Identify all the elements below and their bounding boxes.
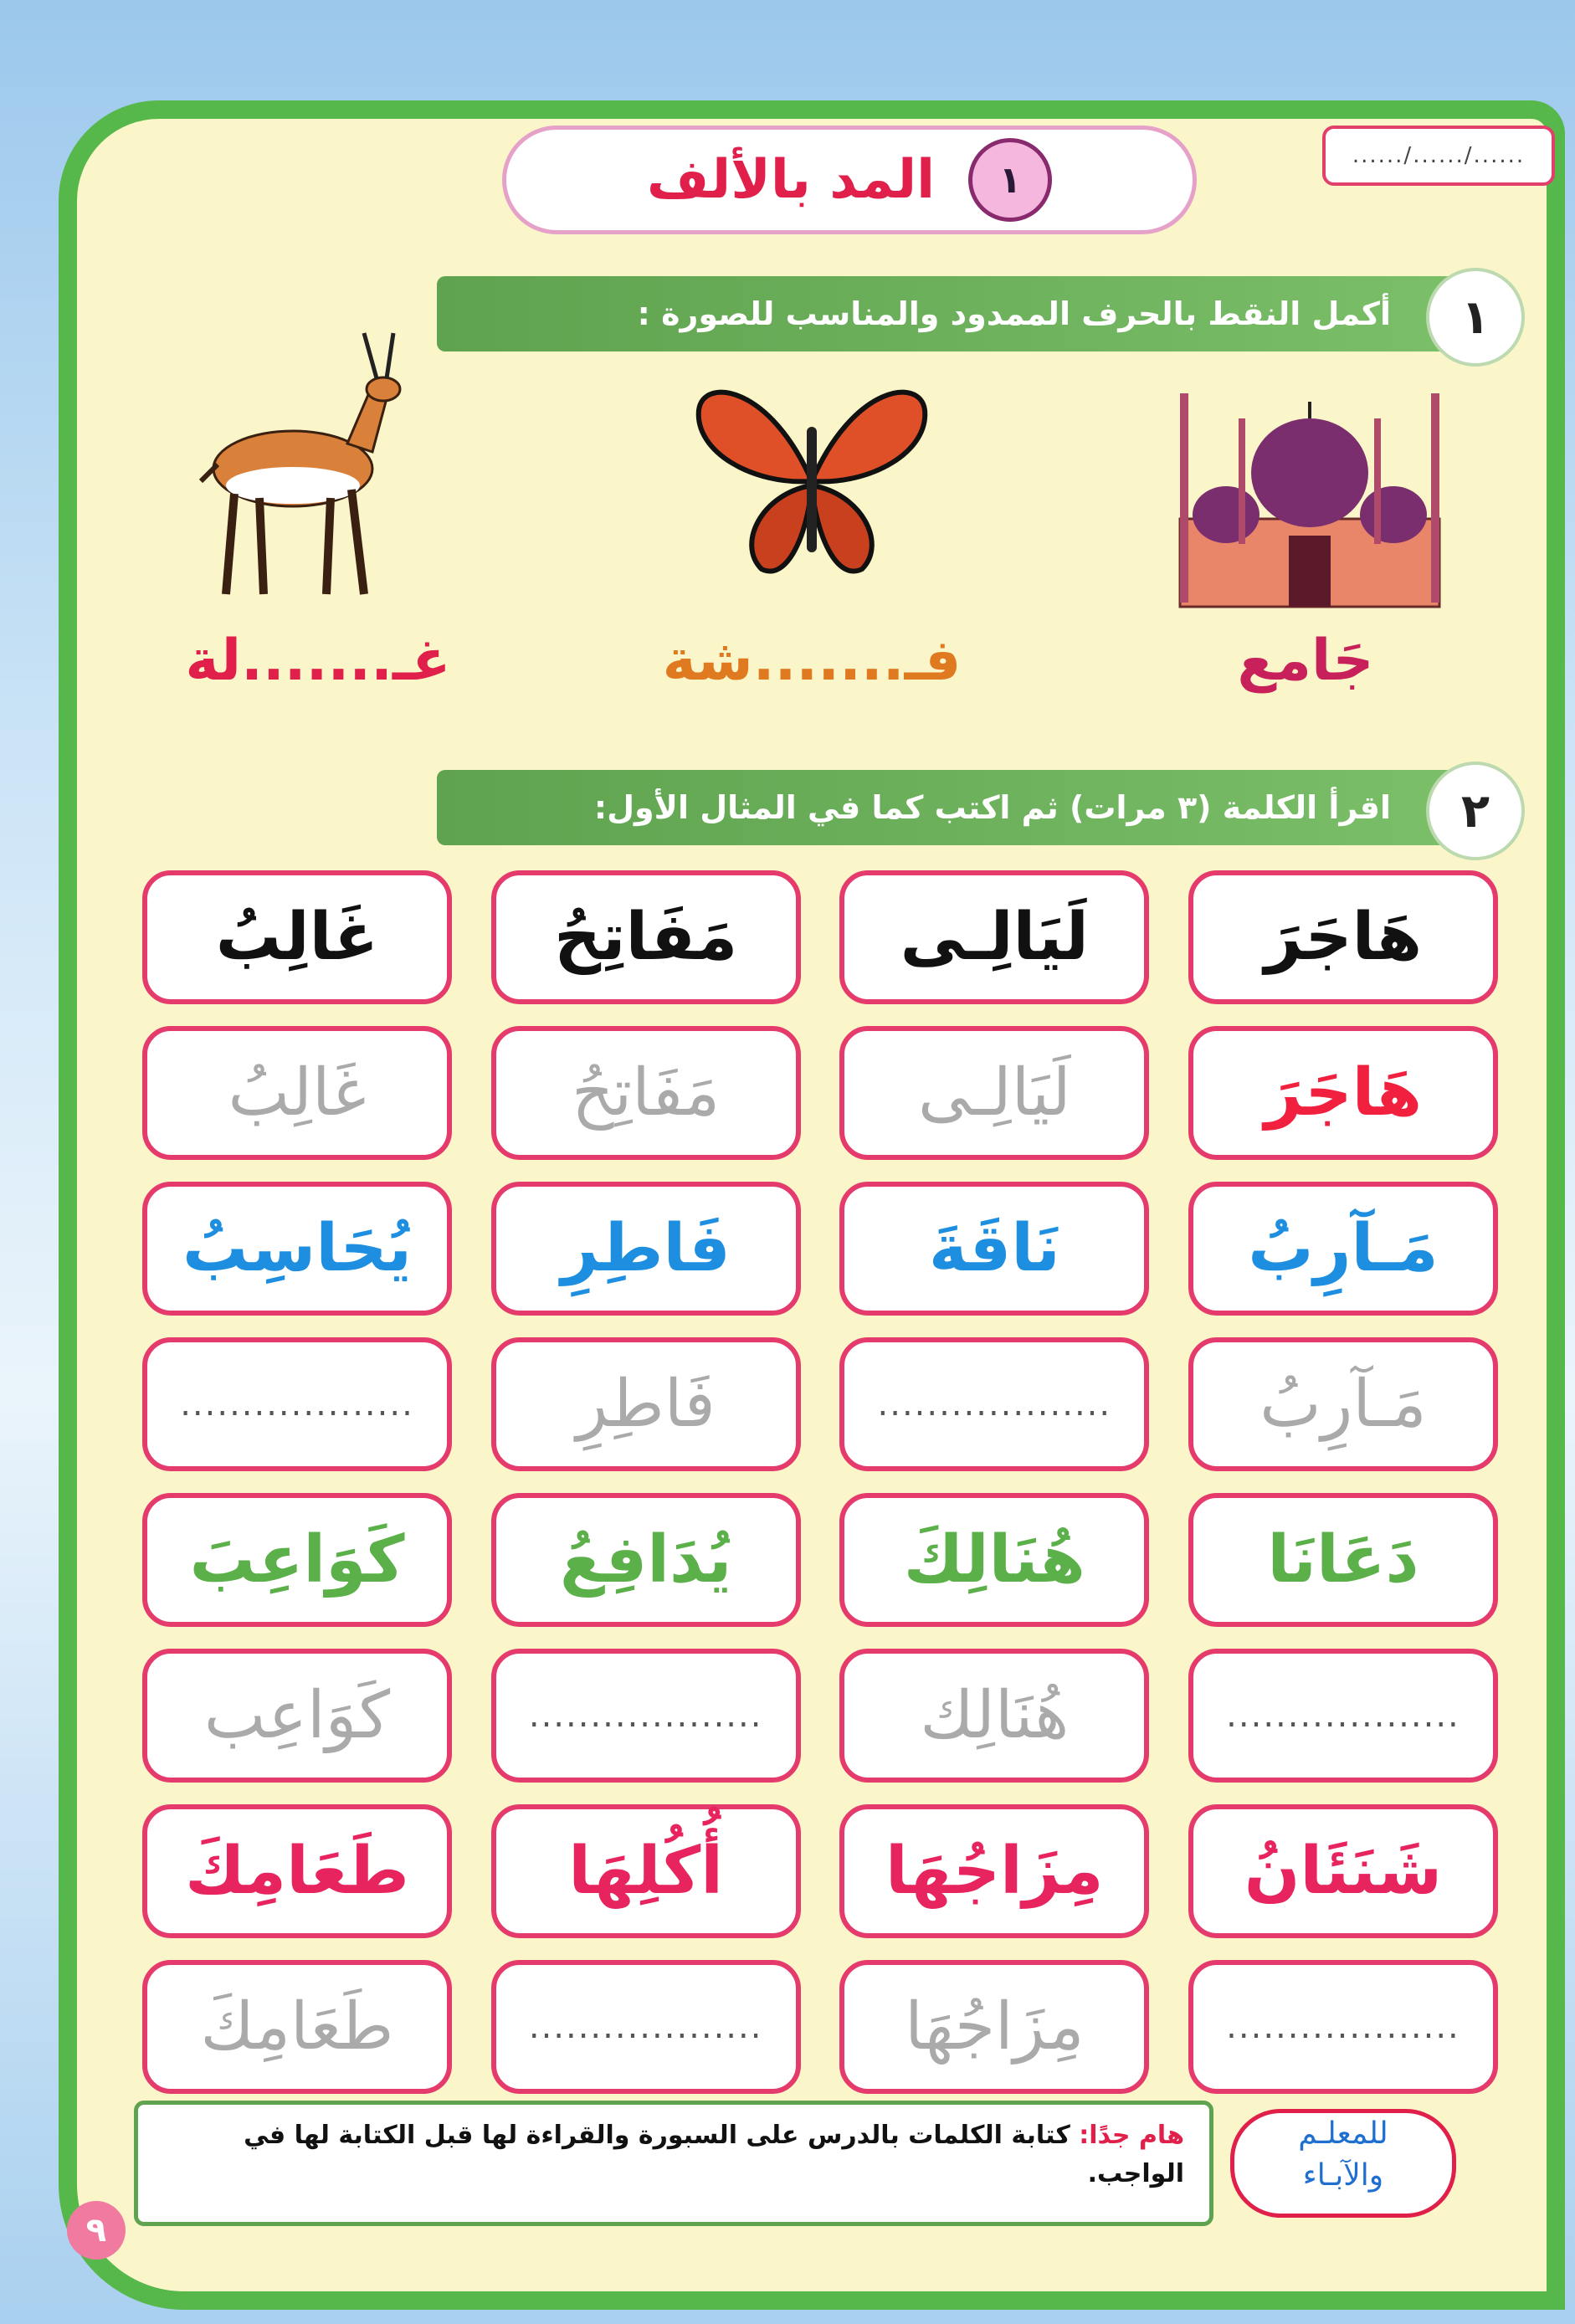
word-card: طَعَامِكَ [142,1960,452,2094]
lesson-title-banner [502,126,1197,234]
word-card: هُنَالِكَ [839,1493,1149,1627]
exercise1-word-butterfly: فـ.......شة [662,628,962,694]
exercise1-number: ١ [1426,268,1525,367]
word-grid [142,870,1498,2116]
word-card: هَاجَرَ [1188,1026,1498,1160]
gazelle-icon [192,326,410,611]
word-card: كَوَاعِبَ [142,1493,452,1627]
word-card: مَـآرِبُ [1188,1337,1498,1471]
word-card: مِزَاجُهَا [839,1960,1149,2094]
note-text: كتابة الكلمات بالدرس على السبورة والقراءة لها قبل الكتابة لها في الواجب. [244,2121,1184,2188]
teacher-label-line2: والآبـاء [1302,2158,1384,2193]
word-card: غَالِبُ [142,870,452,1004]
teacher-note [134,2101,1213,2226]
word-card: فَاطِرِ [491,1182,801,1316]
word-card: مَفَاتِحُ [491,1026,801,1160]
teacher-parents-label [1230,2109,1456,2218]
exercise2-instruction-bar [437,770,1508,845]
word-row [142,1649,1498,1783]
page-number: ٩ [67,2201,126,2260]
lesson-number-badge: ١ [968,138,1052,222]
word-card: هَاجَرَ [1188,870,1498,1004]
writing-blank[interactable]: ................... [1188,1960,1498,2094]
writing-blank[interactable]: ................... [142,1337,452,1471]
exercise2-instruction: اقرأ الكلمة (٣ مرات) ثم اكتب كما في المثال الأول: [593,789,1391,826]
exercise2-number: ٢ [1426,762,1525,860]
exercise1-instruction-bar [437,276,1508,351]
mosque-icon [1163,368,1456,611]
word-card: غَالِبُ [142,1026,452,1160]
word-row [142,870,1498,1004]
word-card: أُكُلِهَا [491,1804,801,1938]
word-card: مَـآرِبُ [1188,1182,1498,1316]
lesson-title: المد بالألف [646,149,936,211]
word-card: مَفَاتِحُ [491,870,801,1004]
word-card: شَنَئَانُ [1188,1804,1498,1938]
writing-blank[interactable]: ................... [491,1960,801,2094]
word-card: دَعَانَا [1188,1493,1498,1627]
exercise1-instruction: أكمل النقط بالحرف الممدود والمناسب للصورة : [637,295,1391,332]
word-row [142,1026,1498,1160]
teacher-label-line1: للمعلـم [1298,2116,1388,2151]
date-field[interactable]: ....../....../...... [1322,126,1555,186]
writing-blank[interactable]: ................... [1188,1649,1498,1783]
exercise1-word-mosque: جَامع [1237,628,1374,694]
word-row [142,1182,1498,1316]
word-card: فَاطِرِ [491,1337,801,1471]
word-card: مِزَاجُهَا [839,1804,1149,1938]
word-row [142,1493,1498,1627]
word-card: هُنَالِك [839,1649,1149,1783]
exercise1-word-gazelle: غـ.......لة [185,628,451,694]
word-card: كَوَاعِب [142,1649,452,1783]
butterfly-icon [695,377,929,586]
word-card: نَاقَةَ [839,1182,1149,1316]
writing-blank[interactable]: ................... [839,1337,1149,1471]
word-row [142,1337,1498,1471]
word-card: يُحَاسِبُ [142,1182,452,1316]
word-card: لَيَالِـى [839,1026,1149,1160]
word-row [142,1804,1498,1938]
note-strong: هام جدًا: [1079,2121,1184,2150]
word-row [142,1960,1498,2094]
word-card: يُدَافِعُ [491,1493,801,1627]
word-card: لَيَالِـى [839,870,1149,1004]
word-card: طَعَامِكَ [142,1804,452,1938]
writing-blank[interactable]: ................... [491,1649,801,1783]
